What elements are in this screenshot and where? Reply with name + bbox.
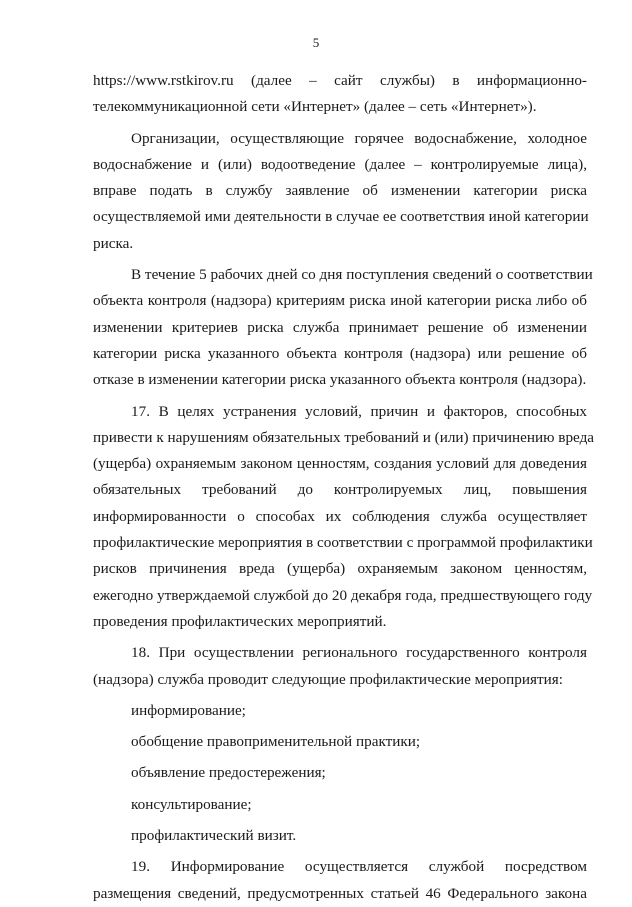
page-number: 5	[312, 35, 320, 50]
text-line: 17. В целях устранения условий, причин и факторов, способных	[131, 402, 587, 420]
text-line: телекоммуникационной сети «Интернет» (далее – сеть «Интернет»).	[93, 98, 537, 116]
text-line: вправе подать в службу заявление об изменении категории риска	[93, 182, 587, 200]
document-body	[93, 68, 595, 907]
text-line: (надзора) служба проводит следующие профилактические мероприятия:	[93, 670, 563, 688]
text-line: объекта контроля (надзора) критериям риска иной категории риска либо об	[93, 292, 587, 310]
text-line: изменении критериев риска служба принимает решение об изменении	[93, 318, 587, 336]
text-line: ежегодно утверждаемой службой до 20 декабря года, предшествующего году	[93, 586, 593, 604]
text-line: обязательных требований до контролируемых лиц, повышения	[93, 481, 587, 499]
list-item: обобщение правоприменительной практики;	[131, 733, 421, 751]
paragraph-item-19	[93, 854, 587, 907]
paragraph-url-continuation	[93, 68, 587, 121]
text-line: размещения сведений, предусмотренных статьей 46 Федерального закона	[93, 884, 587, 902]
list-item: объявление предостережения;	[131, 764, 326, 782]
text-line: 19. Информирование осуществляется службой посредством	[131, 858, 587, 876]
text-line: рисков причинения вреда (ущерба) охраняемым законом ценностям,	[93, 560, 587, 578]
text-line: В течение 5 рабочих дней со дня поступления сведений о соответствии	[131, 266, 593, 284]
text-line: категории риска указанного объекта контроля (надзора) или решение об	[93, 344, 587, 362]
text-line: привести к нарушениям обязательных требований и (или) причинению вреда	[93, 428, 595, 446]
list-item: профилактический визит.	[131, 827, 297, 845]
paragraph-decision-timing	[93, 262, 593, 393]
text-line: осуществляемой ими деятельности в случае ее соответствия иной категории	[93, 208, 589, 226]
text-line: проведения профилактических мероприятий.	[93, 612, 387, 630]
list-item: информирование;	[131, 701, 246, 719]
text-line: 18. При осуществлении регионального государственного контроля	[131, 644, 587, 662]
text-line: https://www.rstkirov.ru (далее – сайт службы) в информационно-	[93, 72, 587, 89]
text-line: риска.	[93, 234, 134, 252]
list-item: консультирование;	[131, 795, 252, 813]
text-line: (ущерба) охраняемым законом ценностям, создания условий для доведения	[93, 455, 587, 473]
paragraph-item-17	[93, 399, 595, 636]
text-line: информированности о способах их соблюдения служба осуществляет	[93, 507, 587, 525]
paragraph-risk-category-application	[93, 126, 587, 257]
paragraph-item-18	[93, 640, 587, 693]
text-line: Организации, осуществляющие горячее водоснабжение, холодное	[131, 129, 587, 147]
text-line: водоснабжение и (или) водоотведение (далее – контролируемые лица),	[93, 155, 587, 173]
text-line: профилактические мероприятия в соответствии с программой профилактики	[93, 534, 593, 552]
preventive-measures-list	[93, 698, 587, 849]
text-line: отказе в изменении категории риска указанного объекта контроля (надзора).	[93, 371, 587, 389]
